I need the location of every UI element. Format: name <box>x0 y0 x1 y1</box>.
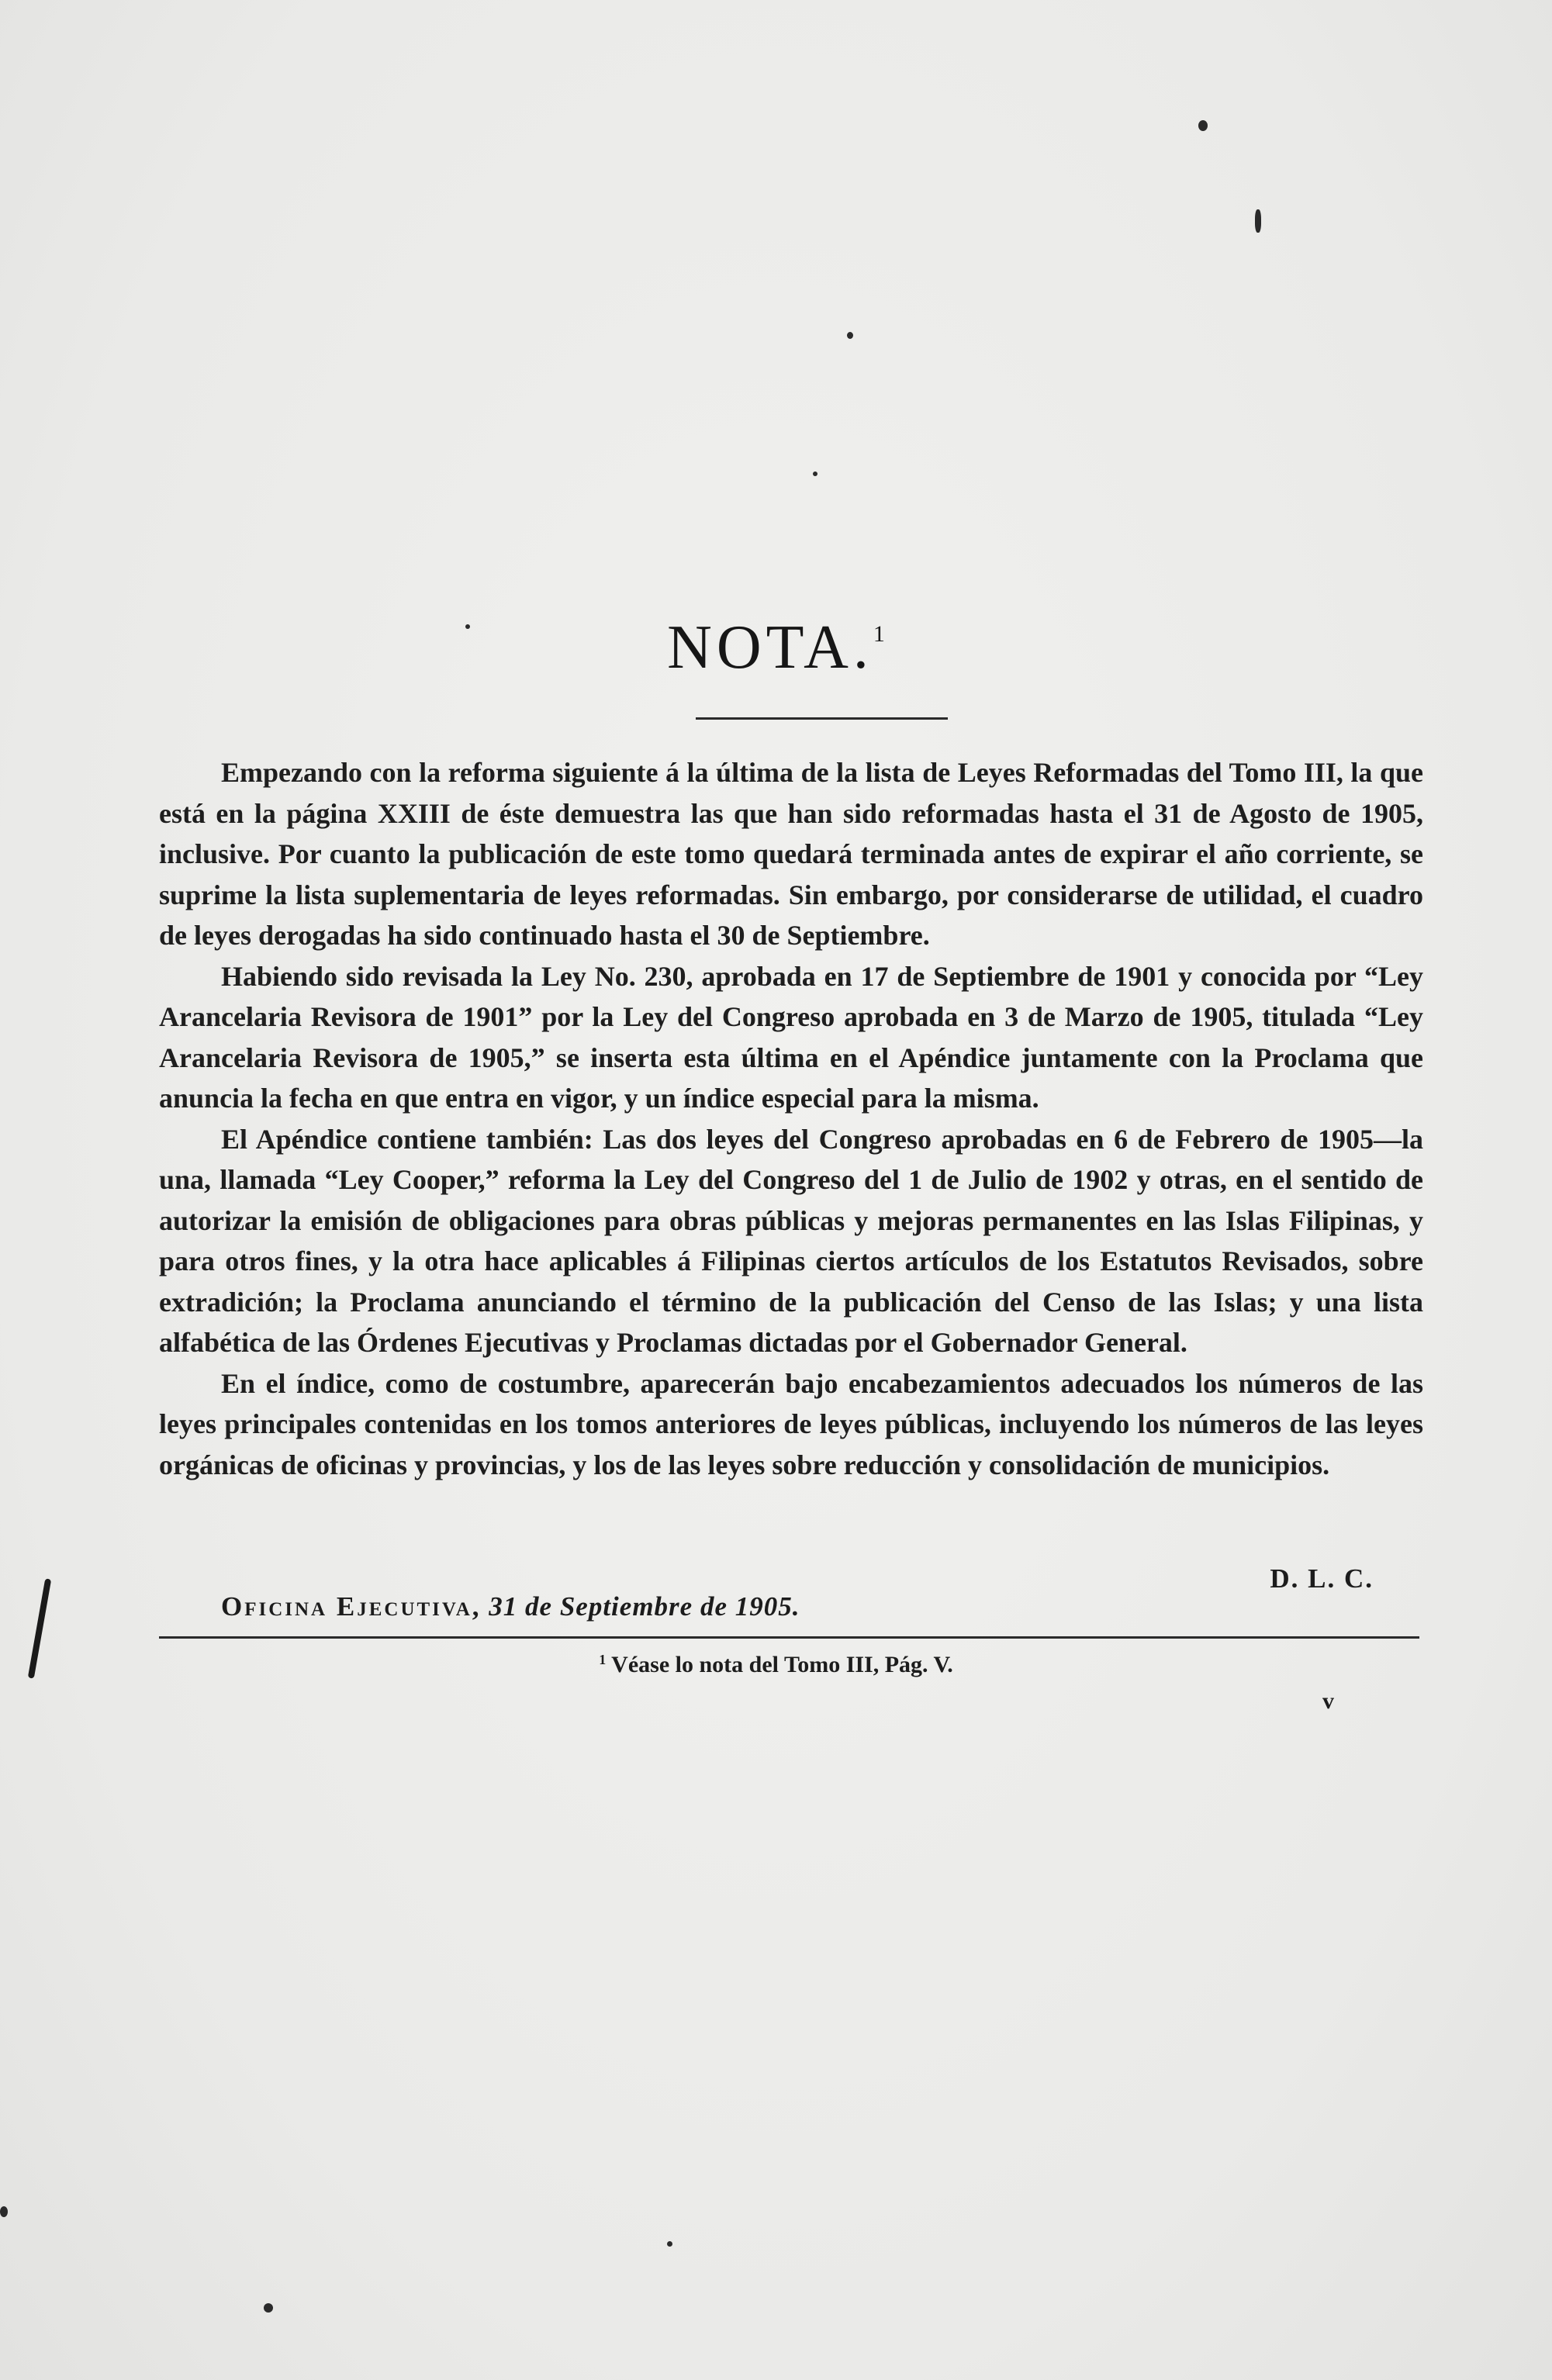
dust-speck <box>0 2206 8 2217</box>
paragraph: Habiendo sido revisada la Ley No. 230, aprobada en 17 de Septiembre de 1901 y conocida por “Ley Arancelaria Revisora de 1901” por la Ley del Congreso aprobada en 3 de Marzo de 1905, titulada “Ley Arancelaria Revisora de 1905,” se inserta esta última en el Apéndice juntamente con la Proclama que anuncia la fecha en que entra en vigor, y un índice especial para la misma. <box>159 960 1423 1114</box>
footnote <box>0 1652 1552 1678</box>
signature-line <box>221 1591 800 1622</box>
paragraph: Empezando con la reforma siguiente á la última de la lista de Leyes Reformadas del Tomo III, la que está en la página XXIII de éste demuestra las que han sido reformadas hasta el 31 de Agosto de 1905, inclusive. Por cuanto la publicación de este tomo quedará terminada antes de expirar el año corriente, se suprime la lista suplementaria de leyes reformadas. Sin embargo, por considerarse de utilidad, el cuadro de leyes derogadas ha sido continuado hasta el 30 de Septiembre. <box>159 757 1423 951</box>
dust-speck <box>1198 120 1208 131</box>
title-text: NOTA. <box>667 613 873 682</box>
page-number: v <box>1322 1688 1334 1714</box>
title-footnote-marker: 1 <box>873 621 885 647</box>
dust-speck <box>667 2241 672 2247</box>
footnote-text: Véase lo nota del Tomo III, Pág. V. <box>611 1652 953 1677</box>
paragraph: El Apéndice contiene también: Las dos leyes del Congreso aprobadas en 6 de Febrero de 1905—la una, llamada “Ley Cooper,” reforma la Ley del Congreso del 1 de Julio de 1902 y otras, en el sentido de autorizar la emisión de obligaciones para obras públicas y mejoras permanentes en las Islas Filipinas, y para otros fines, y la otra hace aplicables á Filipinas ciertos artículos de los Estatutos Revisados, sobre extradición; la Proclama anunciando el término de la publicación del Censo de las Islas; y una lista alfabética de las Órdenes Ejecutivas y Proclamas dictadas por el Gobernador General. <box>159 1123 1423 1358</box>
dust-speck <box>847 332 853 339</box>
dust-speck <box>813 472 817 476</box>
dust-speck <box>264 2303 273 2313</box>
footnote-marker: 1 <box>599 1652 607 1667</box>
author-initials: D. L. C. <box>1270 1563 1374 1594</box>
footnote-rule <box>159 1636 1419 1639</box>
page-title <box>0 613 1552 682</box>
paragraph: En el índice, como de costumbre, aparecerán bajo encabezamientos adecuados los números de las leyes principales contenidas en los tomos anteriores de leyes públicas, incluyendo los números de las leyes orgánicas de oficinas y provincias, y los de las leyes sobre reducción y consolidación de municipios. <box>159 1367 1423 1480</box>
signature-date: 31 de Septiembre de 1905. <box>489 1591 800 1622</box>
title-rule <box>696 717 948 720</box>
signature-office: Oficina Ejecutiva, <box>221 1591 482 1622</box>
dust-speck <box>1255 209 1261 233</box>
note-body <box>159 752 1423 1485</box>
